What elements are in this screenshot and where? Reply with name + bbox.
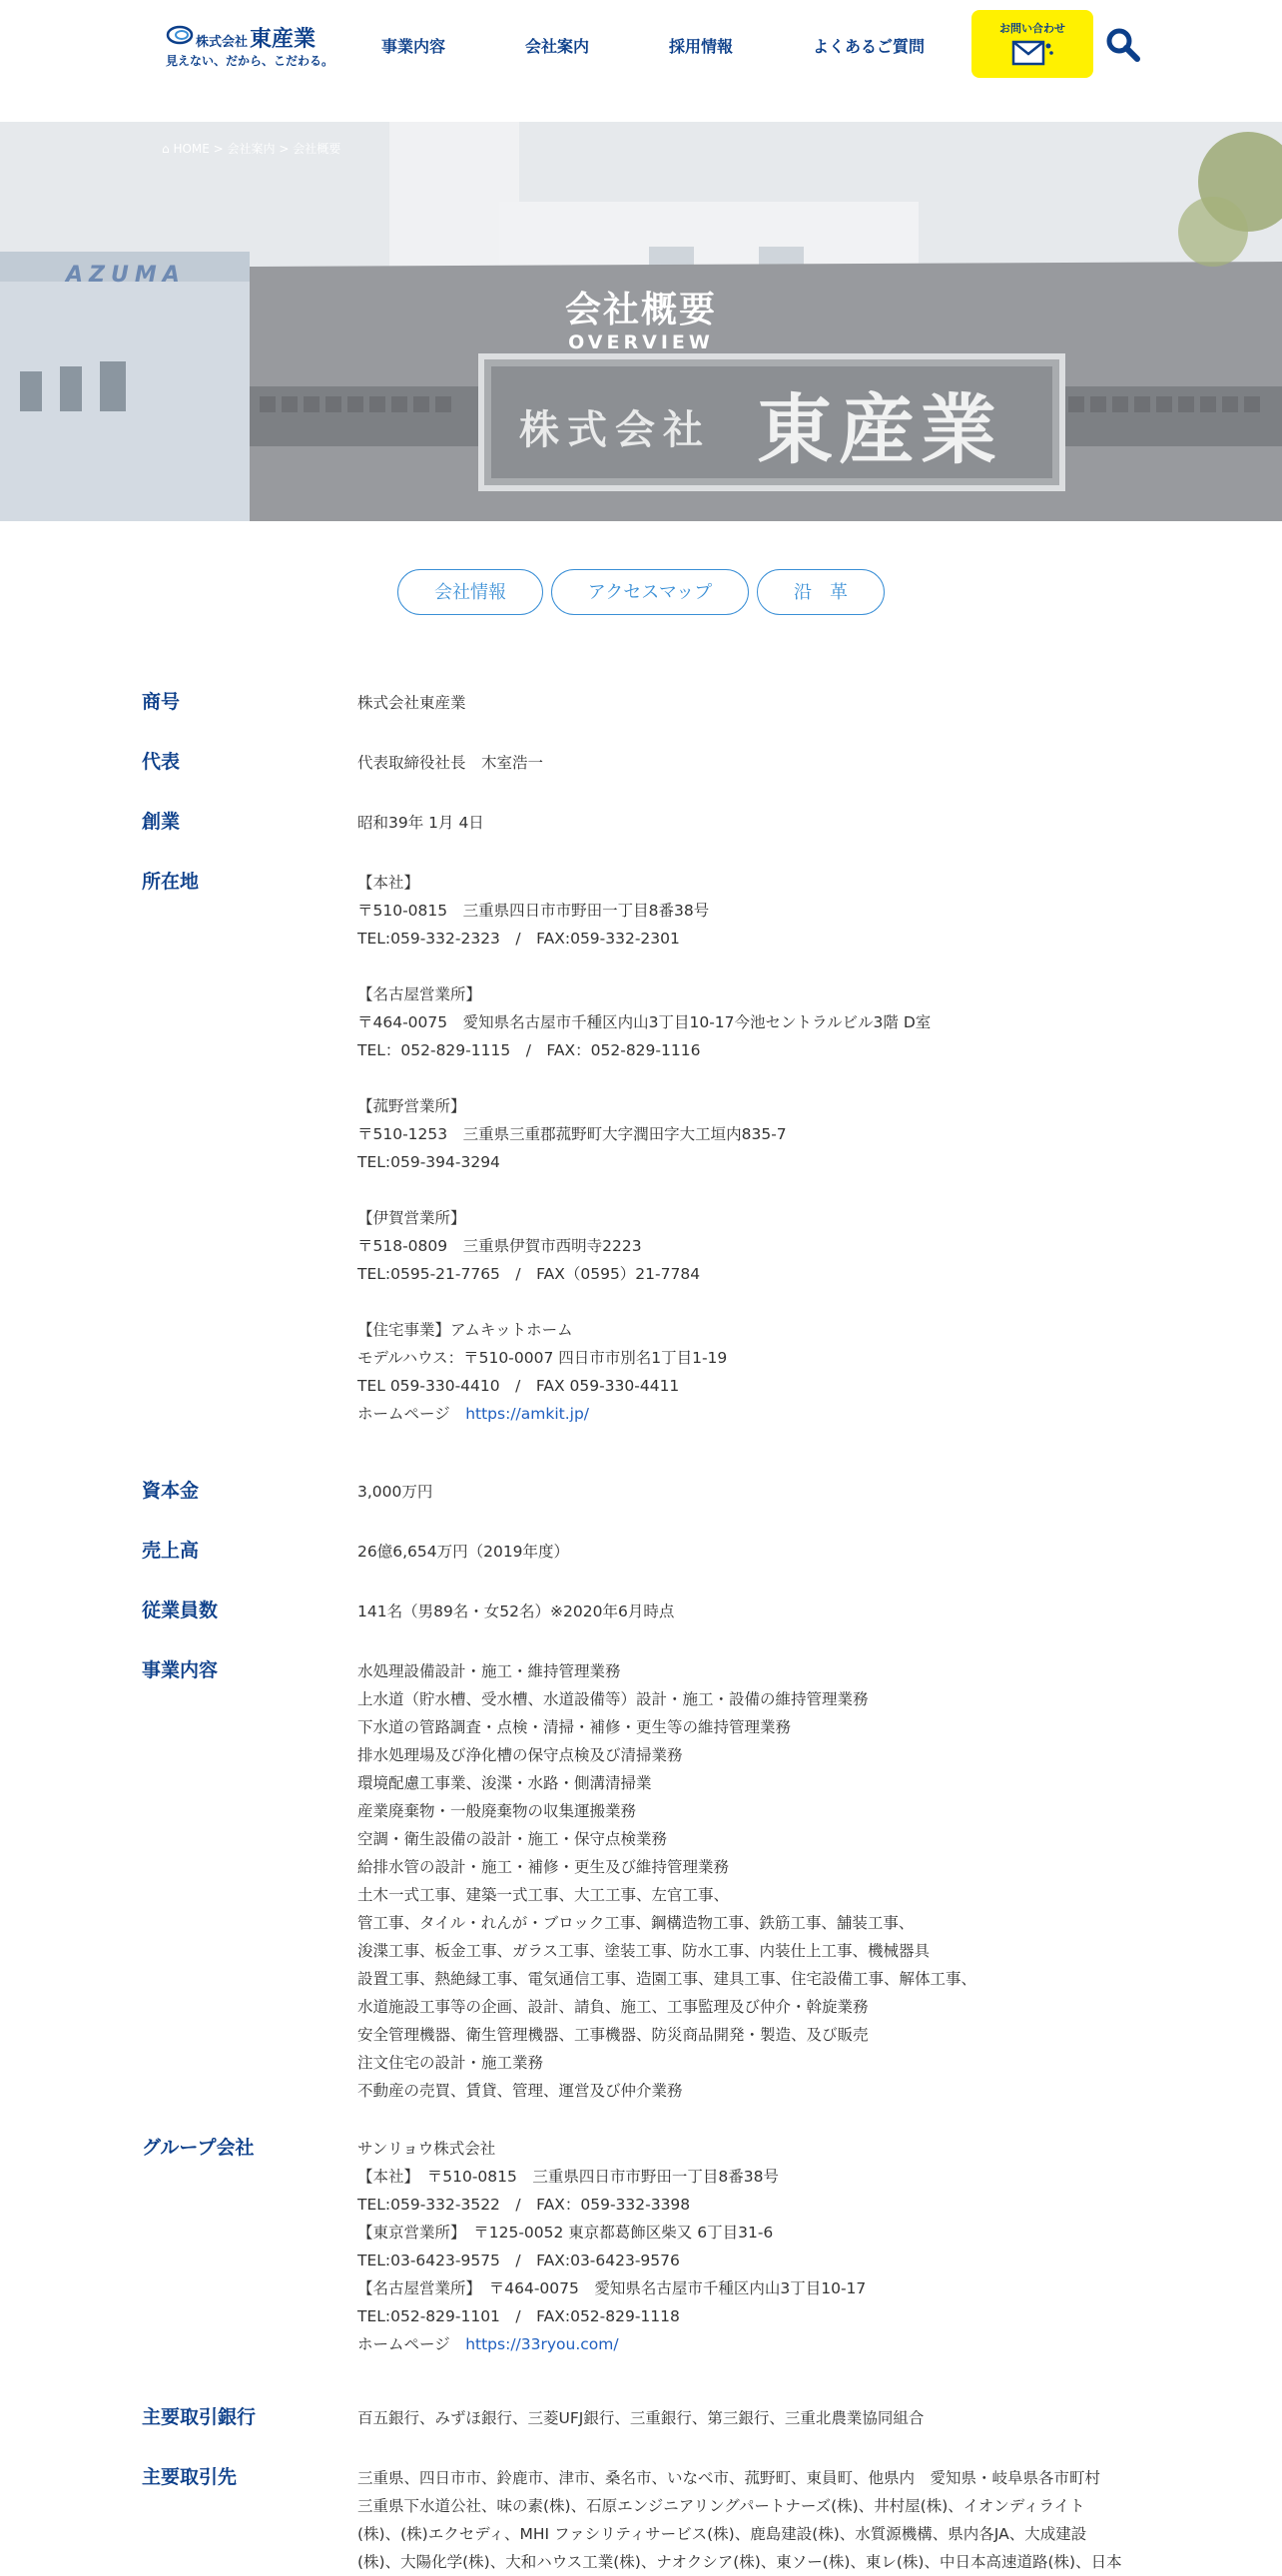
row-value: 141名（男89名・女52名）※2020年6月時点: [357, 1603, 675, 1620]
contact-button[interactable]: [971, 10, 1093, 78]
nav-business[interactable]: 事業内容: [381, 37, 446, 56]
tab-history[interactable]: 沿 革: [757, 569, 885, 615]
row-label: 商号: [142, 691, 181, 713]
row-value: サンリョウ株式会社 【本社】 〒510-0815 三重県四日市市野田一丁目8番38号 TEL:059-332-3522 / FAX：059-332-3398 【東京営業所】 〒125-0052 東京都葛飾区柴又 6丁目31-6 TEL:03-6423-9575 / FAX:03-6423-9576 【名古屋営業所】 〒464-0075 愛知県名古屋市千種区内山3丁目10-17 TEL:052-829-1101 / FAX:052-829-1118 ホームページ https://33ryou.com/: [357, 2140, 867, 2353]
row-label: 従業員数: [142, 1600, 219, 1621]
row-value: 代表取締役社長 木室浩一: [357, 754, 544, 772]
tab-access-map[interactable]: アクセスマップ: [551, 569, 749, 615]
row-label: 売上高: [142, 1540, 200, 1562]
logo-company-name: 株式会社東産業: [196, 27, 317, 52]
page-subtitle: OVERVIEW: [568, 331, 714, 353]
search-icon[interactable]: [1106, 28, 1140, 62]
nav-company[interactable]: 会社案内: [525, 37, 590, 56]
row-label: 主要取引先: [142, 2466, 238, 2488]
amkit-link[interactable]: https://amkit.jp/: [465, 1405, 590, 1423]
row-value: 水処理設備設計・施工・維持管理業務 上水道（貯水槽、受水槽、水道設備等）設計・施工・設備の維持管理業務 下水道の管路調査・点検・清掃・補修・更生等の維持管理業務 排水処理場及び浄化槽の保守点検及び清掃業務 環境配慮工事業、浚渫・水路・側溝清掃業 産業廃棄物・一般廃棄物の収集運搬業務 空調・衛生設備の設計・施工・保守点検業務 給排水管の設計・施工・補修・更生及び維持管理業務 土木一式工事、建築一式工事、大工工事、左官工事、 管工事、タイル・れんが・ブロック工事、鋼構造物工事、鉄筋工事、舗装工事、 浚渫工事、板金工事、ガラス工事、塗装工事、防水工事、内装仕上工事、機械器具 設置工事、熱絶縁工事、電気通信工事、造園工事、建具工事、住宅設備工事、解体工事、 水道施設工事等の企画、設計、請負、施工、工事監理及び仲介・斡旋業務 安全管理機器、衛生管理機器、工事機器、防災商品開発・製造、及び販売 注文住宅の設計・施工業務 不動産の売買、賃貸、管理、運営及び仲介業務: [357, 1662, 977, 2100]
row-value: 26億6,654万円（2019年度）: [357, 1543, 570, 1561]
breadcrumb[interactable]: ⌂ HOME > 会社案内 > 会社概要: [162, 142, 341, 156]
mail-icon: [1011, 38, 1055, 70]
row-value: 三重県、四日市市、鈴鹿市、津市、桑名市、いなべ市、菰野町、東員町、他県内 愛知県・岐阜県各市町村 三重県下水道公社、味の素(株)、石原エンジニアリングパートナーズ(株)、井村屋(株)、イオンディライト (株)、(株)エクセディ、MHI ファシリティサービス(株)、鹿島建設(株)、水質源機構、県内各JA、大成建設 (株)、大陽化学(株)、大和ハウス工業(株)、ナオクシア(株)、東ソー(株)、東レ(株)、中日本高速道路(株)、日本: [357, 2469, 1122, 2571]
row-value: 百五銀行、みずほ銀行、三菱UFJ銀行、三重銀行、第三銀行、三重北農業協同組合: [357, 2409, 925, 2427]
site-header: [0, 0, 1282, 122]
row-label: グループ会社: [142, 2137, 255, 2159]
logo-swirl-icon: [166, 24, 198, 46]
logo-slogan: 見えない、だから、こだわる。: [166, 54, 334, 68]
svg-text:東産業: 東産業: [757, 385, 1002, 474]
row-value: 3,000万円: [357, 1483, 433, 1501]
nav-faq[interactable]: よくあるご質問: [813, 37, 926, 56]
row-value: 【本社】 〒510-0815 三重県四日市市野田一丁目8番38号 TEL:059-332-2323 / FAX:059-332-2301 【名古屋営業所】 〒464-0075 愛知県名古屋市千種区内山3丁目10-17今池セントラルビル3階 D室 TEL：052-829-1115 / FAX：052-829-1116 【菰野営業所】 〒510-1253 三重県三重郡菰野町大字潤田字大工垣内835-7 TEL:059-394-3294 【伊賀営業所】 〒518-0809 三重県伊賀市西明寺2223 TEL:0595-21-7765 / FAX（0595）21-7784 【住宅事業】アムキットホーム モデルハウス：〒510-0007 四日市市別名1丁目1-19 TEL 059-330-4410 / FAX 059-330-4411 ホームページ https://amkit.jp/: [357, 874, 932, 1423]
sanryou-link[interactable]: https://33ryou.com/: [465, 2335, 619, 2353]
row-value: 昭和39年 1月 4日: [357, 814, 484, 832]
contact-button-label: お問い合わせ: [999, 22, 1065, 35]
row-label: 代表: [142, 751, 181, 773]
svg-text:AZUMA: AZUMA: [66, 263, 186, 288]
row-label: 所在地: [142, 871, 200, 893]
page-title: 会社概要: [564, 290, 717, 330]
row-label: 主要取引銀行: [142, 2406, 257, 2428]
hero-banner: [0, 122, 1282, 521]
site-logo[interactable]: [166, 22, 334, 70]
row-label: 創業: [142, 811, 181, 833]
row-label: 事業内容: [142, 1659, 219, 1681]
row-label: 資本金: [142, 1480, 200, 1502]
nav-recruit[interactable]: 採用情報: [669, 37, 734, 56]
tab-company-info[interactable]: 会社情報: [397, 569, 543, 615]
row-value: 株式会社東産業: [357, 694, 466, 712]
svg-text:株式会社: 株式会社: [519, 407, 711, 453]
home-icon: ⌂: [162, 142, 174, 156]
